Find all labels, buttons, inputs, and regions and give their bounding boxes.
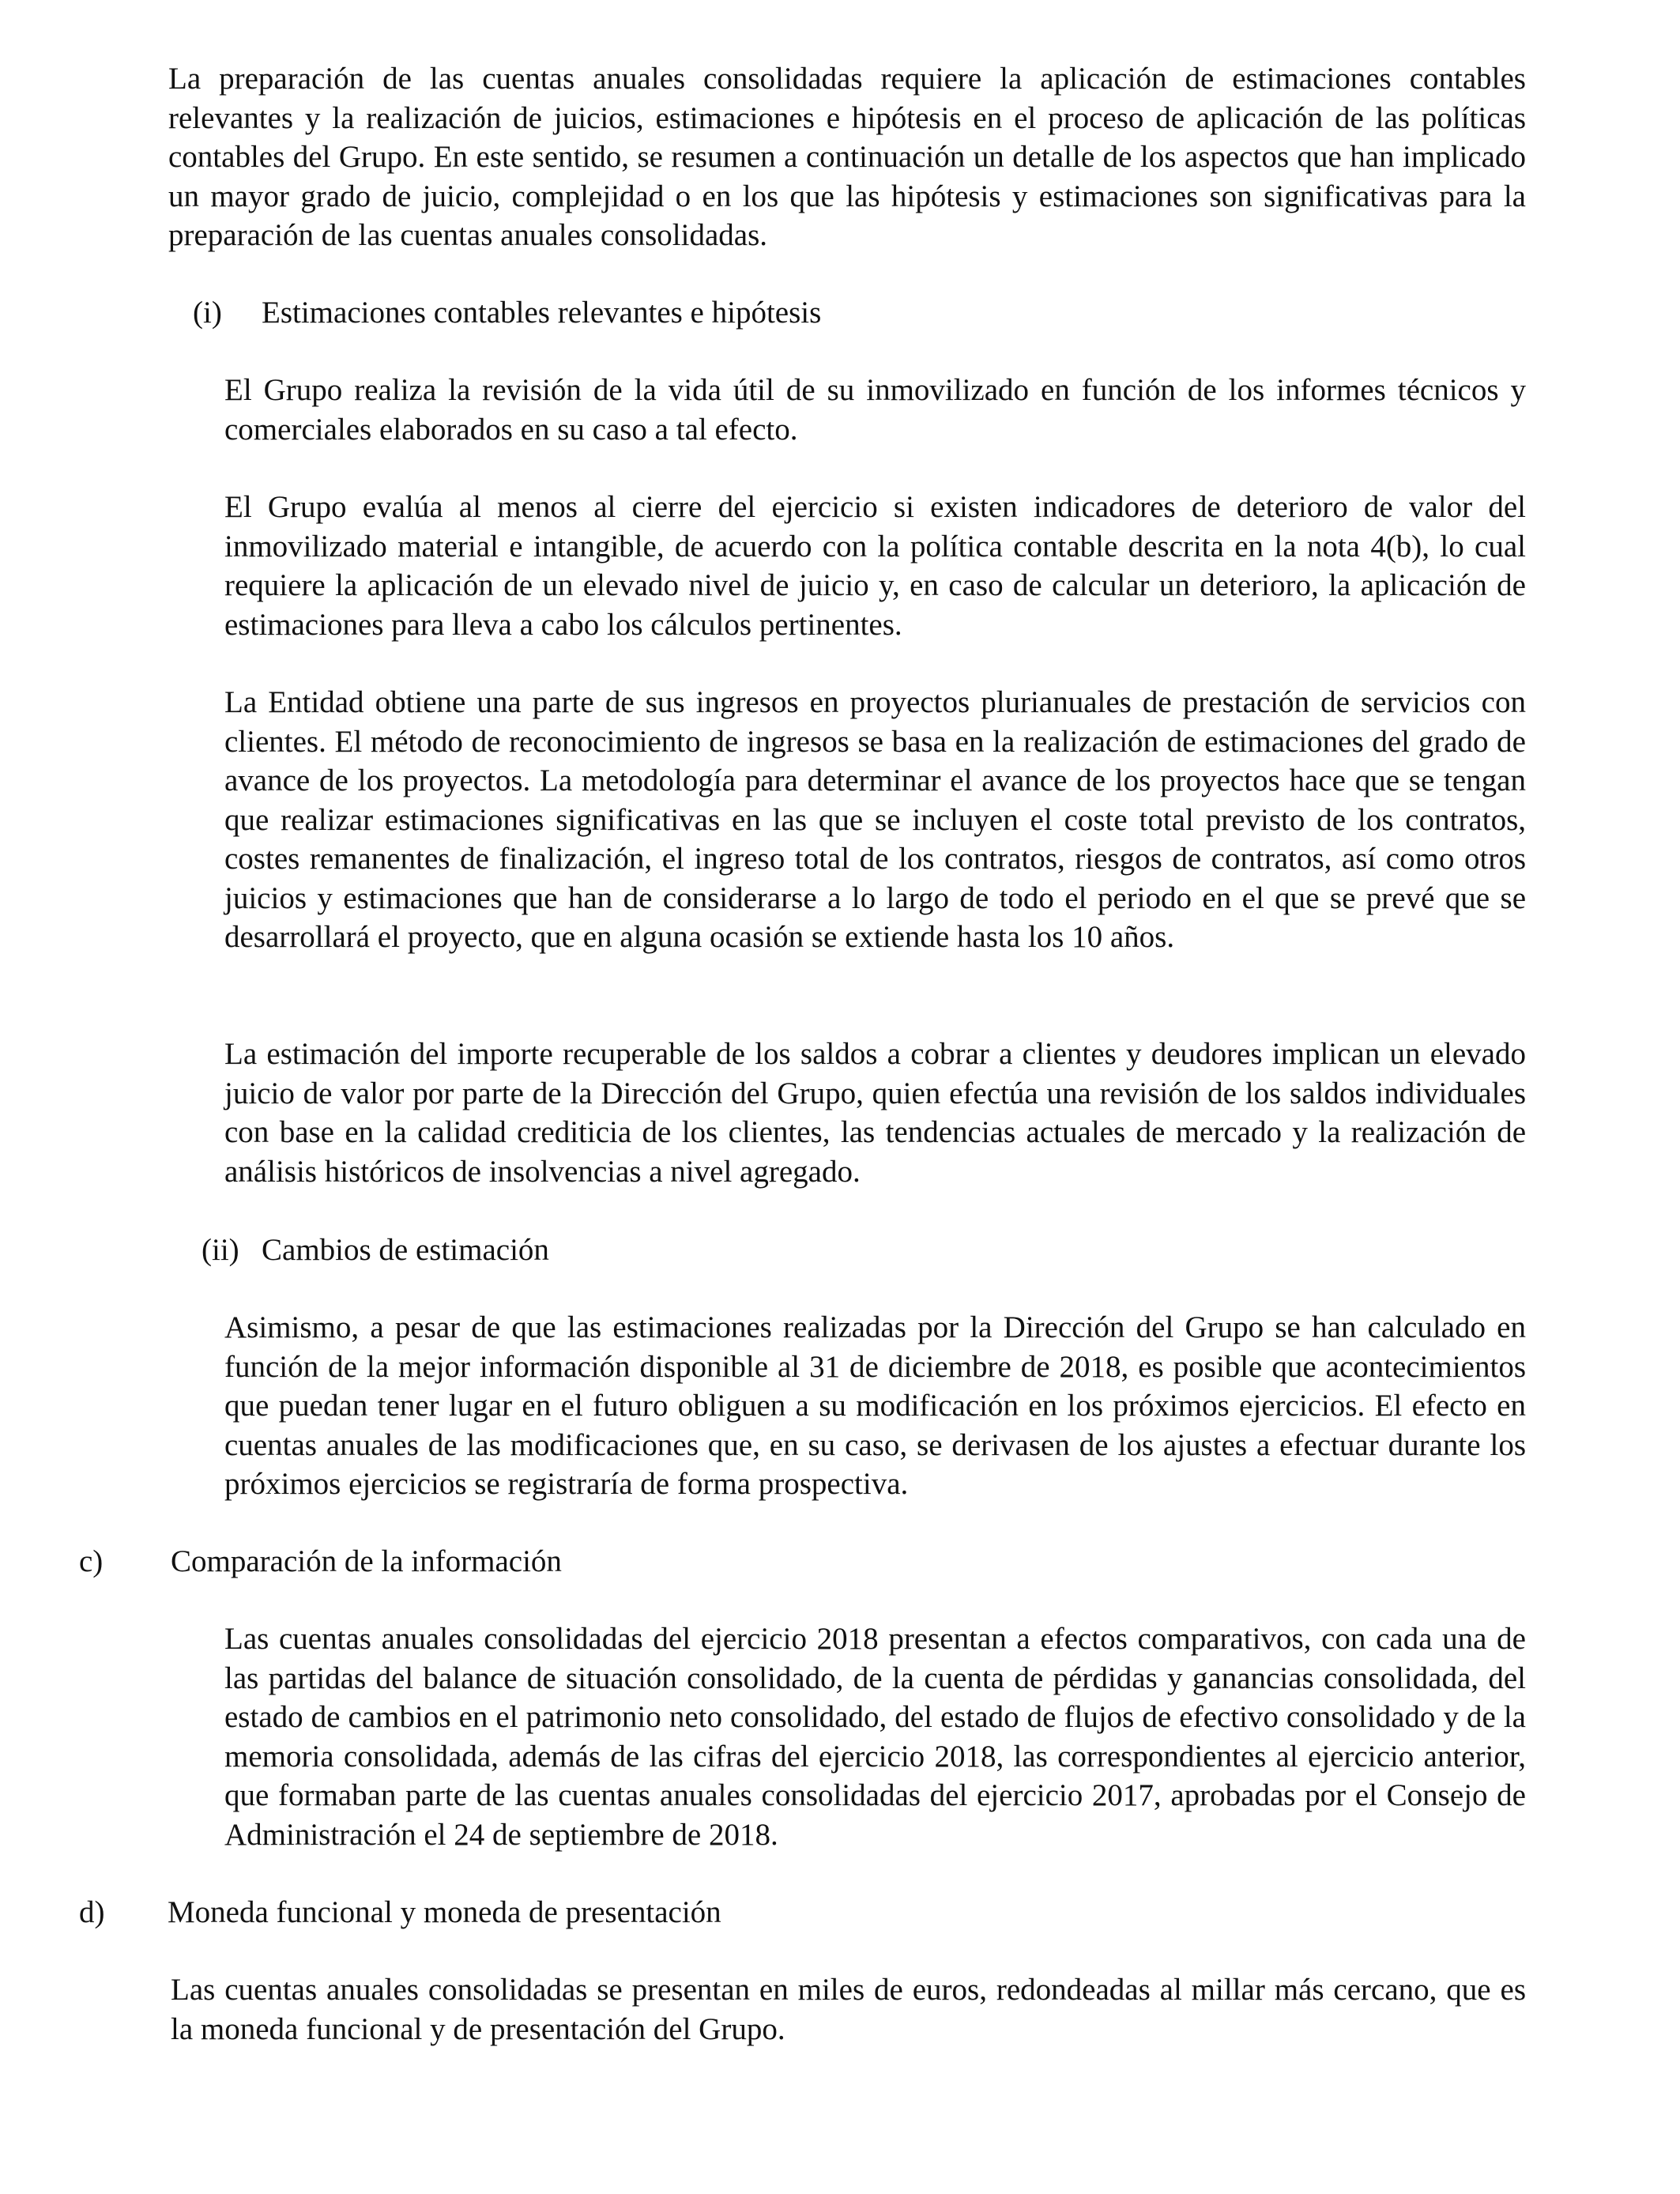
section-ii-marker: (ii) xyxy=(202,1233,239,1267)
section-d-marker: d) xyxy=(79,1895,105,1929)
section-i-paragraph-3: La Entidad obtiene una parte de sus ingresos en proyectos plurianuales de prestación de servicios con clientes. El método de reconocimiento de ingresos se basa en la realización de estimaciones del grado de avance de los proyectos. La metodología para determinar el avance de los proyectos hace que se tengan que realizar estimaciones significativas en las que se incluyen el coste total previsto de los contratos, costes remanentes de finalización, el ingreso total de los contratos, riesgos de contratos, así como otros juicios y estimaciones que han de considerarse a lo largo de todo el periodo en el que se prevé que se desarrollará el proyecto, que en alguna ocasión se extiende hasta los 10 años. xyxy=(224,685,1526,954)
section-ii-title: Cambios de estimación xyxy=(262,1233,549,1267)
section-i-marker: (i) xyxy=(193,296,222,330)
section-d-title: Moneda funcional y moneda de presentación xyxy=(168,1895,721,1929)
section-c-paragraph-1: Las cuentas anuales consolidadas del ejercicio 2018 presentan a efectos comparativos, con cada una de las partidas del balance de situación consolidado, de la cuenta de pérdidas y ganancias consolidada, del estado de cambios en el patrimonio neto consolidado, del estado de flujos de efectivo consolidado y de la memoria consolidada, además de las cifras del ejercicio 2018, las correspondientes al ejercicio anterior, que formaban parte de las cuentas anuales consolidadas del ejercicio 2017, aprobadas por el Consejo de Administración el 24 de septiembre de 2018. xyxy=(224,1622,1526,1852)
section-d-paragraph-1: Las cuentas anuales consolidadas se presentan en miles de euros, redondeadas al millar más cercano, que es la moneda funcional y de presentación del Grupo. xyxy=(171,1973,1526,2046)
section-ii-paragraph-1: Asimismo, a pesar de que las estimaciones realizadas por la Dirección del Grupo se han calculado en función de la mejor información disponible al 31 de diciembre de 2018, es posible que acontecimientos que puedan tener lugar en el futuro obliguen a su modificación en los próximos ejercicios. El efecto en cuentas anuales de las modificaciones que, en su caso, se derivasen de los ajustes a efectuar durante los próximos ejercicios se registraría de forma prospectiva. xyxy=(224,1310,1526,1501)
intro-paragraph: La preparación de las cuentas anuales consolidadas requiere la aplicación de estimaciones contables relevantes y la realización de juicios, estimaciones e hipótesis en el proceso de aplicación de las políticas contables del Grupo. En este sentido, se resumen a continuación un detalle de los aspectos que han implicado un mayor grado de juicio, complejidad o en los que las hipótesis y estimaciones son significativas para la preparación de las cuentas anuales consolidadas. xyxy=(168,62,1526,252)
section-i-paragraph-2: El Grupo evalúa al menos al cierre del ejercicio si existen indicadores de deterioro de valor del inmovilizado material e intangible, de acuerdo con la política contable descrita en la nota 4(b), lo cual requiere la aplicación de un elevado nivel de juicio y, en caso de calcular un deterioro, la aplicación de estimaciones para lleva a cabo los cálculos pertinentes. xyxy=(224,490,1526,642)
section-c-title: Comparación de la información xyxy=(171,1544,562,1578)
section-i-paragraph-1: El Grupo realiza la revisión de la vida útil de su inmovilizado en función de los informes técnicos y comerciales elaborados en su caso a tal efecto. xyxy=(224,373,1526,447)
section-c-marker: c) xyxy=(79,1544,104,1578)
section-i-title: Estimaciones contables relevantes e hipótesis xyxy=(262,296,822,330)
section-i-paragraph-4: La estimación del importe recuperable de los saldos a cobrar a clientes y deudores implican un elevado juicio de valor por parte de la Dirección del Grupo, quien efectúa una revisión de los saldos individuales con base en la calidad crediticia de los clientes, las tendencias actuales de mercado y la realización de análisis históricos de insolvencias a nivel agregado. xyxy=(224,1037,1526,1189)
